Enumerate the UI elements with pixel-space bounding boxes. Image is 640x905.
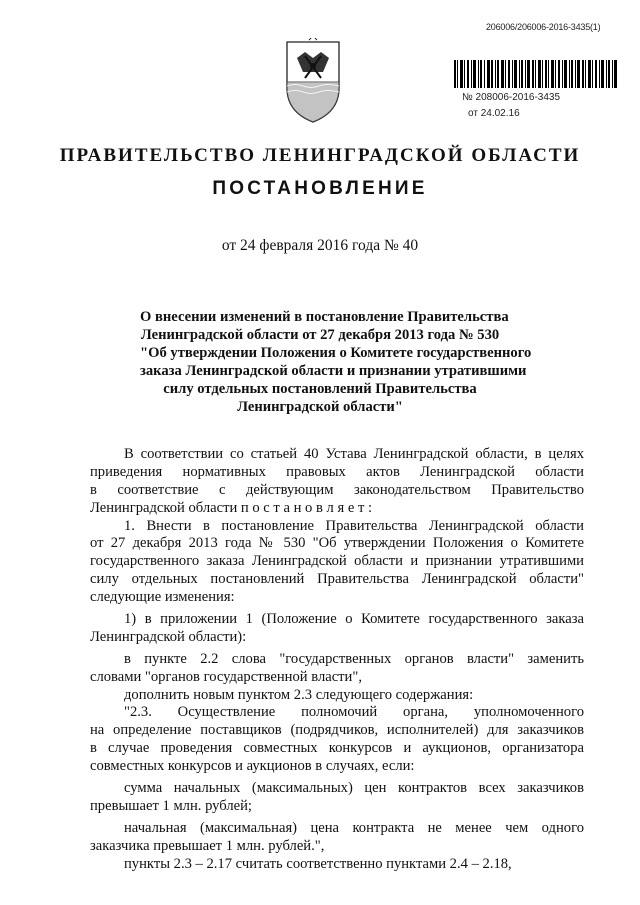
body-line: в пункте 2.2 слова "государственных органов власти" заменить bbox=[124, 650, 584, 667]
body-line: словами "органов государственной власти", bbox=[90, 668, 362, 685]
document-body bbox=[90, 446, 584, 873]
body-line: превышает 1 млн. рублей; bbox=[90, 797, 252, 814]
body-line: "2.3. Осуществление полномочий органа, уполномоченного bbox=[124, 704, 584, 721]
body-line: 1) в приложении 1 (Положение о Комитете государственного заказа bbox=[124, 611, 584, 628]
body-line: дополнить новым пунктом 2.3 следующего содержания: bbox=[124, 686, 474, 703]
subject-line: Ленинградской области" bbox=[237, 398, 403, 415]
body-line: сумма начальных (максимальных) цен контрактов всех заказчиков bbox=[124, 780, 584, 797]
body-line: Ленинградской области п о с т а н о в л я е т : bbox=[90, 499, 373, 516]
subject-line: О внесении изменений в постановление Правительства bbox=[140, 309, 509, 325]
registration-number: № 208006-2016-3435 bbox=[462, 92, 561, 103]
barcode bbox=[454, 60, 618, 88]
body-line: начальная (максимальная) цена контракта не менее чем одного bbox=[124, 819, 584, 836]
body-line: силу отдельных постановлений Правительства Ленинградской области" bbox=[90, 571, 584, 588]
body-line: в случае проведения совместных конкурсов и аукционов, организатора bbox=[90, 740, 584, 757]
government-heading: ПРАВИТЕЛЬСТВО ЛЕНИНГРАДСКОЙ ОБЛАСТИ bbox=[59, 145, 581, 166]
body-line: Ленинградской области): bbox=[90, 628, 247, 645]
body-line: заказчика превышает 1 млн. рублей.", bbox=[90, 837, 325, 854]
body-line: в соответствие с действующим законодательством Правительство bbox=[90, 481, 584, 498]
body-line: на определение поставщиков (подрядчиков, исполнителей) для заказчиков bbox=[90, 722, 584, 739]
body-line: приведения нормативных правовых актов Ленинградской области bbox=[90, 463, 584, 480]
body-line: от 27 декабря 2013 года № 530 "Об утверждении Положения о Комитете bbox=[90, 535, 584, 552]
registration-date: от 24.02.16 bbox=[468, 108, 520, 119]
document-subject bbox=[140, 309, 532, 416]
subject-line: Ленинградской области от 27 декабря 2013 года № 530 bbox=[140, 326, 500, 343]
body-line: 1. Внести в постановление Правительства Ленинградской области bbox=[124, 517, 584, 534]
document-date-number: от 24 февраля 2016 года № 40 bbox=[221, 237, 419, 254]
subject-line: силу отдельных постановлений Правительства bbox=[163, 380, 477, 397]
subject-line: "Об утверждении Положения о Комитете государственного bbox=[140, 344, 532, 361]
subject-line: заказа Ленинградской области и признании утратившими bbox=[140, 362, 527, 379]
registration-id: 206006/206006-2016-3435(1) bbox=[486, 22, 601, 32]
coat-of-arms-emblem bbox=[283, 38, 343, 124]
body-line: В соответствии со статьей 40 Устава Ленинградской области, в целях bbox=[124, 446, 584, 462]
body-line: пункты 2.3 – 2.17 считать соответственно пунктами 2.4 – 2.18, bbox=[124, 855, 512, 872]
body-line: следующие изменения: bbox=[90, 589, 235, 606]
document-type-heading: ПОСТАНОВЛЕНИЕ bbox=[212, 178, 428, 199]
body-line: государственного заказа Ленинградской области и признании утратившими bbox=[90, 553, 584, 570]
body-line: совместных конкурсов и аукционов в случаях, если: bbox=[90, 758, 415, 775]
